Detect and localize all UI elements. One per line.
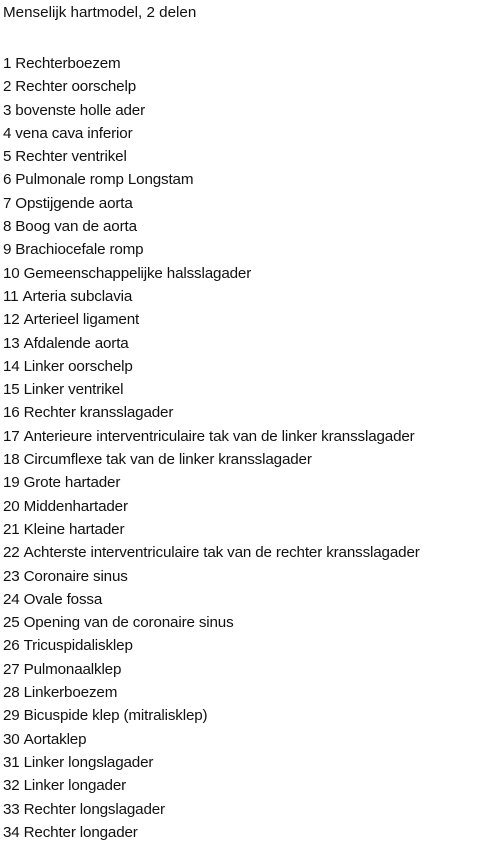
list-item	[3, 75, 503, 98]
list-item-label: Grote hartader	[23, 474, 121, 492]
list-item-number: 30	[3, 730, 20, 748]
list-item	[3, 611, 503, 634]
list-item-label: Circumflexe tak van de linker kransslagader	[23, 451, 312, 469]
list-item-label: Rechter kransslagader	[23, 404, 174, 422]
list-item-number: 21	[3, 520, 20, 538]
document-title: Menselijk hartmodel, 2 delen	[3, 4, 197, 21]
list-item-number: 4	[3, 124, 12, 142]
list-item-number: 27	[3, 660, 20, 678]
list-item-label: Aortaklep	[23, 730, 87, 748]
list-item-label: Pulmonale romp Longstam	[15, 171, 194, 189]
list-item-number: 3	[3, 101, 12, 119]
list-item	[3, 145, 503, 168]
list-item	[3, 168, 503, 191]
list-item	[3, 355, 503, 378]
list-item-label: Pulmonaalklep	[23, 660, 122, 678]
list-item	[3, 821, 503, 844]
list-item-label: bovenste holle ader	[15, 101, 146, 119]
list-item	[3, 495, 503, 518]
list-item	[3, 448, 503, 471]
list-item-label: Linker longader	[23, 777, 127, 795]
list-item	[3, 588, 503, 611]
list-item-number: 11	[3, 287, 19, 305]
list-item	[3, 238, 503, 261]
list-item	[3, 634, 503, 657]
list-item-label: Linker ventrikel	[23, 381, 124, 399]
list-item-label: Coronaire sinus	[23, 567, 128, 585]
list-item-label: Middenhartader	[23, 497, 128, 515]
list-item	[3, 378, 503, 401]
list-item-label: Linkerboezem	[23, 684, 118, 702]
list-item	[3, 798, 503, 821]
list-item-number: 25	[3, 614, 20, 632]
list-item-label: Rechter oorschelp	[15, 78, 136, 96]
list-item-number: 8	[3, 218, 12, 236]
list-item	[3, 425, 503, 448]
list-item-number: 18	[3, 451, 20, 469]
list-item-label: Afdalende aorta	[23, 334, 129, 352]
list-item-label: Ovale fossa	[23, 590, 103, 608]
list-item	[3, 192, 503, 215]
list-item-number: 23	[3, 567, 20, 585]
list-item-label: Brachiocefale romp	[15, 241, 144, 259]
list-item-number: 22	[3, 544, 20, 562]
list-item	[3, 262, 503, 285]
list-item	[3, 658, 503, 681]
list-item-number: 19	[3, 474, 20, 492]
list-item	[3, 728, 503, 751]
list-item-label: Arterieel ligament	[23, 311, 140, 329]
list-item	[3, 704, 503, 727]
list-item-number: 24	[3, 590, 20, 608]
list-item-label: Tricuspidalisklep	[23, 637, 133, 655]
list-item-label: Bicuspide klep (mitralisklep)	[23, 707, 208, 725]
list-item-label: Opening van de coronaire sinus	[23, 614, 234, 632]
list-item-number: 12	[3, 311, 20, 329]
title-spacer	[3, 23, 503, 52]
list-item-label: Linker oorschelp	[23, 357, 133, 375]
list-item	[3, 751, 503, 774]
list-item-number: 34	[3, 823, 20, 841]
list-item	[3, 99, 503, 122]
list-item-label: Anterieure interventriculaire tak van de linker kransslagader	[23, 427, 415, 445]
list-item-number: 20	[3, 497, 20, 515]
list-item-label: vena cava inferior	[15, 124, 133, 142]
list-item	[3, 541, 503, 564]
list-item	[3, 52, 503, 75]
list-item-number: 32	[3, 777, 20, 795]
list-item-number: 14	[3, 357, 20, 375]
list-item-label: Arteria subclavia	[22, 287, 133, 305]
list-item-label: Rechter longslagader	[23, 800, 165, 818]
list-item-label: Rechter ventrikel	[15, 148, 127, 166]
list-item-number: 5	[3, 148, 12, 166]
list-item	[3, 401, 503, 424]
list-item-number: 15	[3, 381, 20, 399]
list-item-number: 7	[3, 194, 12, 212]
list-item-number: 9	[3, 241, 12, 259]
list-item-label: Rechterboezem	[15, 55, 121, 72]
list-item	[3, 681, 503, 704]
list-item	[3, 122, 503, 145]
list-item-label: Rechter longader	[23, 823, 138, 841]
list-item	[3, 332, 503, 355]
list-item-number: 13	[3, 334, 20, 352]
list-item-number: 16	[3, 404, 20, 422]
list-item-label: Linker longslagader	[23, 753, 154, 771]
document	[3, 0, 503, 844]
list-item	[3, 565, 503, 588]
list-item-number: 1	[3, 55, 12, 72]
list-item-number: 10	[3, 264, 20, 282]
list-item	[3, 285, 503, 308]
list-item-number: 26	[3, 637, 20, 655]
list-item-number: 29	[3, 707, 20, 725]
list-item-number: 2	[3, 78, 12, 96]
list-item-number: 6	[3, 171, 12, 189]
list-item-label: Opstijgende aorta	[15, 194, 133, 212]
list-item	[3, 215, 503, 238]
list-item-number: 31	[3, 753, 20, 771]
list-item-label: Boog van de aorta	[15, 218, 137, 236]
list-item	[3, 308, 503, 331]
list-item-label: Gemeenschappelijke halsslagader	[23, 264, 252, 282]
list-item-number: 28	[3, 684, 20, 702]
list-item-label: Achterste interventriculaire tak van de rechter kransslagader	[23, 544, 420, 562]
list-item-number: 17	[3, 427, 20, 445]
list-item	[3, 518, 503, 541]
list-item-label: Kleine hartader	[23, 520, 125, 538]
list-item	[3, 471, 503, 494]
parts-list	[3, 52, 503, 844]
list-item	[3, 774, 503, 797]
list-item-number: 33	[3, 800, 20, 818]
